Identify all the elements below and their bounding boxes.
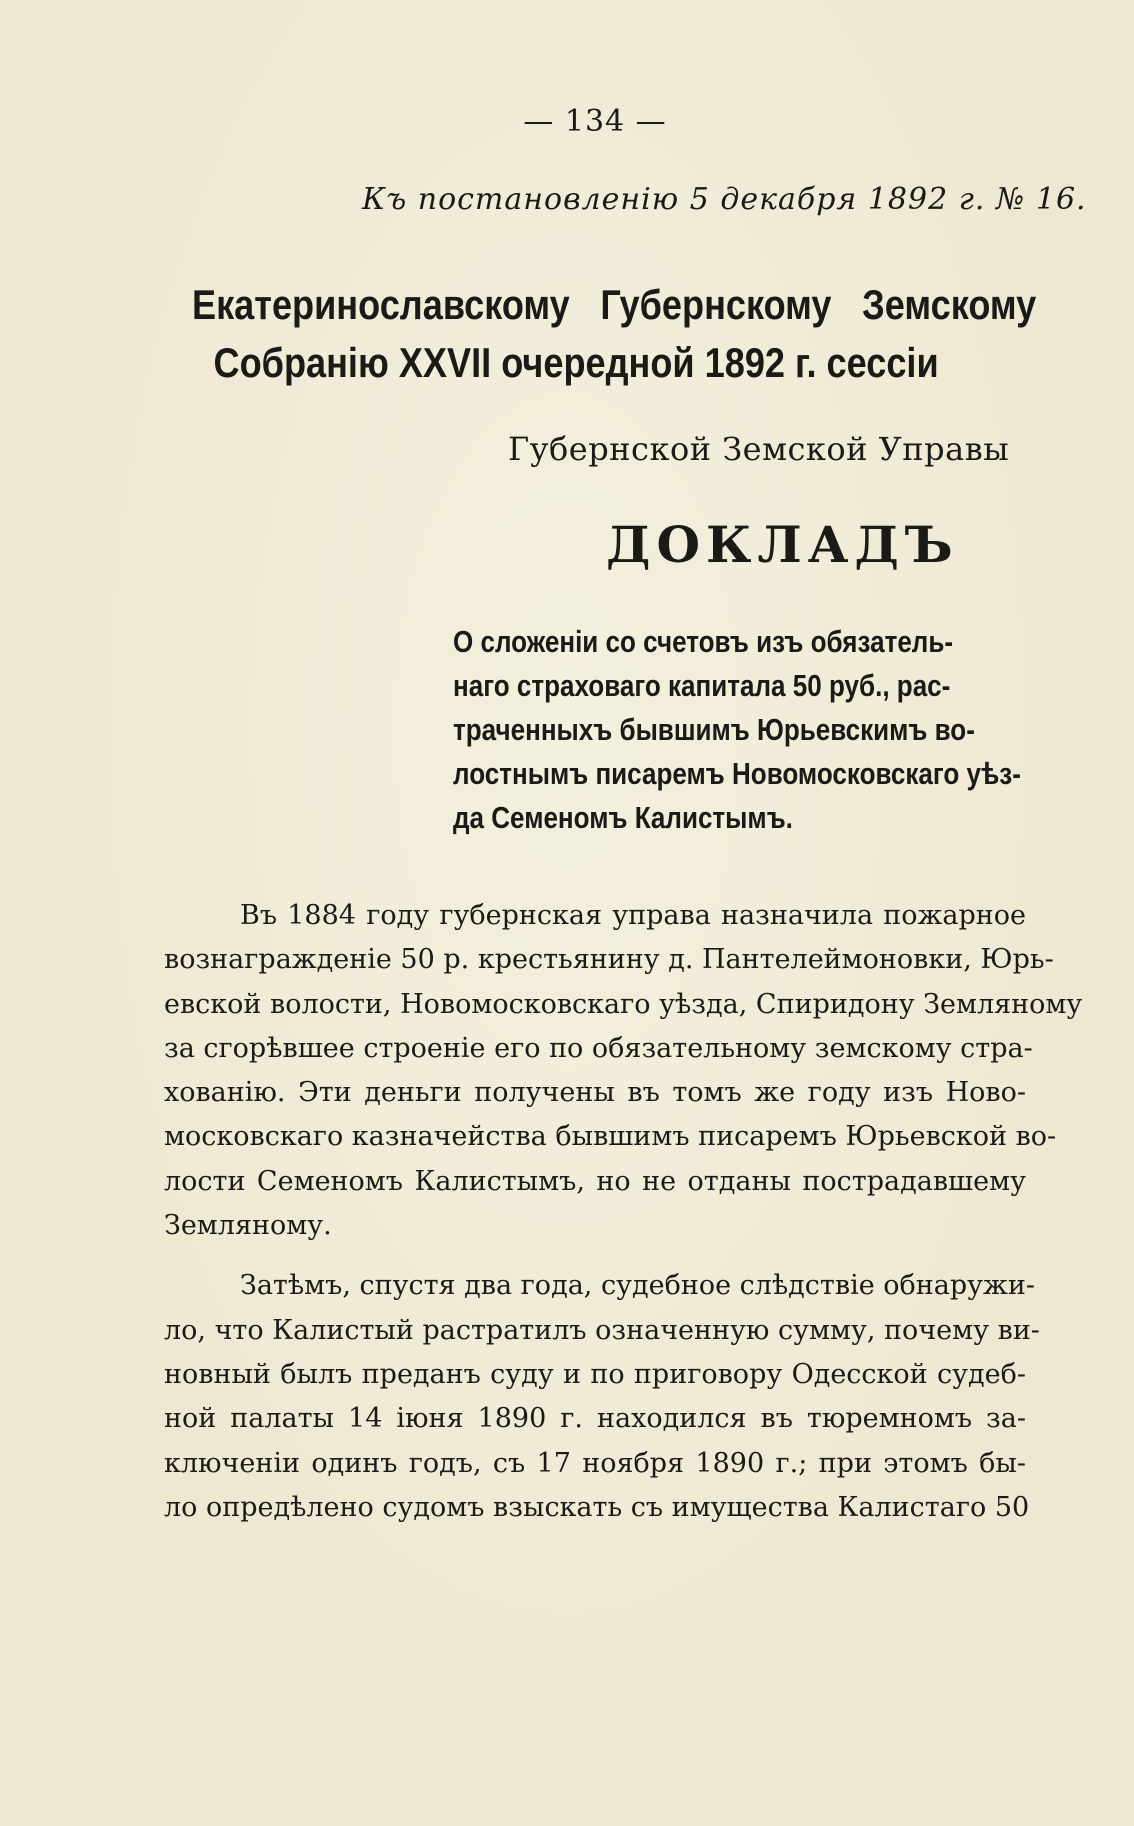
subject-line: да Семеномъ Калистымъ.: [453, 800, 793, 835]
paragraph-line: за сгорѣвшее строеніе его по обязательному земскому стра-: [164, 1032, 1033, 1064]
paragraph-line: Земляному.: [164, 1210, 332, 1242]
paragraph-line: новный былъ преданъ суду и по приговору Одесской судеб-: [164, 1358, 1026, 1390]
subject-line: траченныхъ бывшимъ Юрьевскимъ во-: [453, 712, 975, 747]
paragraph-line: евской волости, Новомосковскаго уѣзда, Спиридону Земляному: [164, 988, 1083, 1020]
subject-line: наго страховаго капитала 50 руб., рас-: [453, 668, 951, 703]
addressee-heading: [192, 276, 1037, 392]
page-number: — 134 —: [523, 104, 667, 139]
document-title: ДОКЛАДЪ: [606, 515, 959, 574]
subject-line: О сложеніи со счетовъ изъ обязатель-: [453, 624, 954, 659]
report-subject: [453, 620, 1041, 840]
paragraph-line: ной палаты 14 іюня 1890 г. находился въ тюремномъ за-: [164, 1403, 1026, 1435]
paragraph-line: ло опредѣлено судомъ взыскать съ имущества Калистаго 50: [164, 1491, 1030, 1523]
paragraph-spacer: [164, 1248, 1026, 1264]
paragraph-line: ключеніи одинъ годъ, съ 17 ноября 1890 г.; при этомъ бы-: [164, 1447, 1026, 1479]
paragraph-line: лости Семеномъ Калистымъ, но не отданы пострадавшему: [164, 1165, 1026, 1197]
issuer-line: Губернской Земской Управы: [508, 430, 1010, 468]
subject-line: лостнымъ писаремъ Новомосковскаго уѣз-: [453, 756, 1021, 791]
paragraph-line: хованію. Эти деньги получены въ томъ же году изъ Ново-: [164, 1077, 1026, 1109]
addressee-line: Екатеринославскому Губернскому Земскому: [192, 281, 1037, 328]
paragraph-line: ло, что Калистый растратилъ означенную сумму, почему ви-: [164, 1314, 1040, 1346]
paragraph-line: Въ 1884 году губернская управа назначила пожарное: [240, 900, 1026, 931]
paragraph-line: Затѣмъ, спустя два года, судебное слѣдствіе обнаружи-: [240, 1270, 1035, 1302]
paragraph: [164, 1264, 1040, 1530]
paragraph-line: московскаго казначейства бывшимъ писаремъ Юрьевской во-: [164, 1121, 1057, 1153]
addressee-line: Собранію XXVII очередной 1892 г. сессіи: [213, 339, 939, 386]
paragraph: [164, 894, 1083, 1248]
paragraph-line: вознагражденіе 50 р. крестьянину д. Пантелеймоновки, Юрь-: [164, 944, 1054, 976]
resolution-reference: Къ постановленію 5 декабря 1892 г. № 16.: [362, 182, 1087, 217]
report-body: [164, 894, 1083, 1530]
